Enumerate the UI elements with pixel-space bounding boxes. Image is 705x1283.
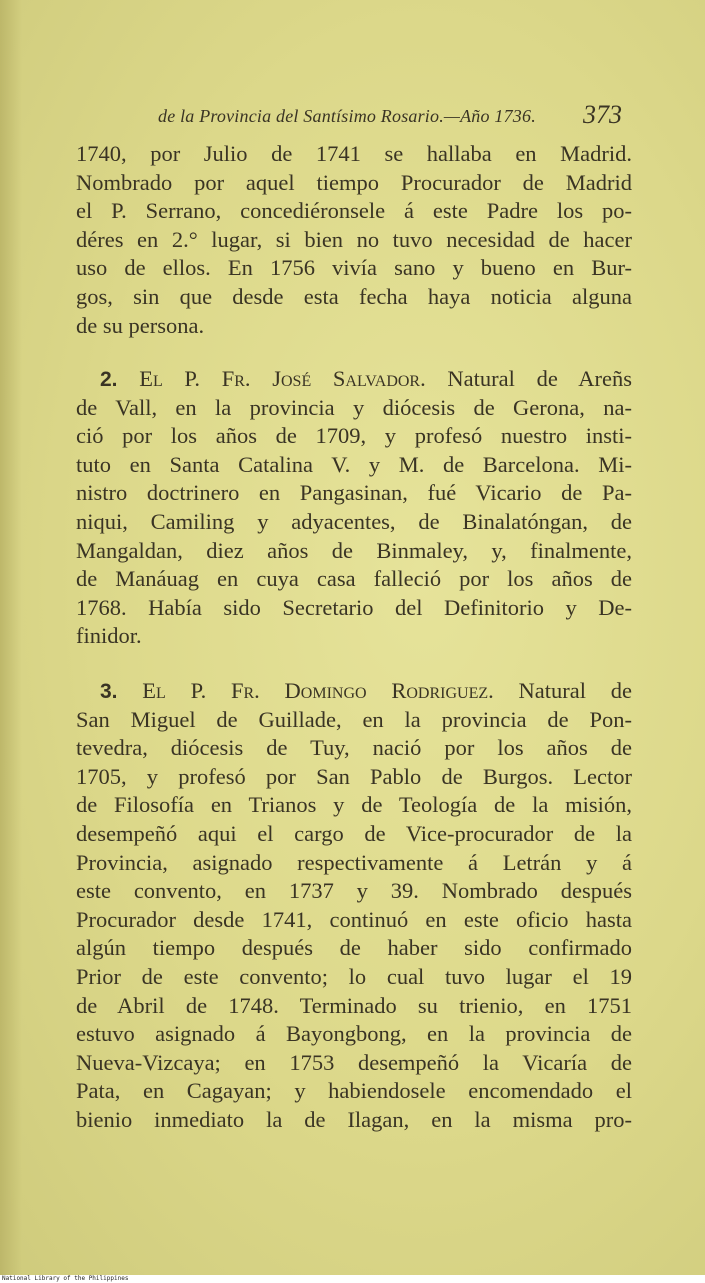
text-line: Mangaldan, diez años de Binmaley, y, finalmente, [76,537,632,563]
text-line: desempeñó aqui el cargo de Vice-procurador de la [76,820,632,846]
page-edge-shadow [0,0,22,1275]
text-line: nistro doctrinero en Pangasinan, fué Vicario de Pa- [76,480,632,506]
text-line: Nombrado por aquel tiempo Procurador de Madrid [76,169,632,195]
text-line: finidor. [76,623,142,649]
text-line: de Vall, en la provincia y diócesis de Gerona, na- [76,394,632,420]
text-line: algún tiempo después de haber sido confirmado [76,935,632,961]
entry-number: 2. [100,368,118,391]
entry-title: El P. Fr. Domingo Rodriguez. [142,678,494,703]
text-line: déres en 2.° lugar, si bien no tuvo necesidad de hacer [76,226,632,252]
text-line: tuto en Santa Catalina V. y M. de Barcelona. Mi- [76,451,632,477]
text-line: Nueva-Vizcaya; en 1753 desempeñó la Vicaría de [76,1049,632,1075]
text-line: 1740, por Julio de 1741 se hallaba en Madrid. [76,141,632,166]
entry-jose-salvador [76,365,632,651]
text-line: de Manáuag en cuya casa falleció por los años de [76,566,632,592]
entry-domingo-rodriguez [76,677,632,1135]
text-line: tevedra, diócesis de Tuy, nació por los años de [76,735,632,761]
text-line: niqui, Camiling y adyacentes, de Binalatóngan, de [76,508,632,534]
library-credit-footer: National Library of the Philippines [0,1275,705,1283]
running-title: de la Provincia del Santísimo Rosario.—Año 1736. [158,106,536,126]
text-line: estuvo asignado á Bayongbong, en la provincia de [76,1021,632,1047]
text-line: 1705, y profesó por San Pablo de Burgos. Lector [76,763,632,789]
text-line: Pata, en Cagayan; y habiendosele encomendado el [76,1078,632,1104]
text-line: gos, sin que desde esta fecha haya noticia alguna [76,283,632,309]
text-line: de Abril de 1748. Terminado su trienio, en 1751 [76,992,632,1018]
text-line: bienio inmediato la de Ilagan, en la misma pro- [76,1106,632,1132]
entry-number: 3. [100,680,118,703]
text-line: este convento, en 1737 y 39. Nombrado después [76,878,632,904]
entry-first-line: Natural de [518,678,632,703]
text-line: de Filosofía en Trianos y de Teología de la misión, [76,792,632,818]
text-line: ció por los años de 1709, y profesó nuestro insti- [76,423,632,449]
text-line: Provincia, asignado respectivamente á Letrán y á [76,849,632,875]
text-line: el P. Serrano, concediéronsele á este Padre los po- [76,198,632,224]
text-line: Prior de este convento; lo cual tuvo lugar el 19 [76,963,632,989]
text-line: uso de ellos. En 1756 vivía sano y bueno en Bur- [76,255,632,281]
entry-title: El P. Fr. José Salvador. [139,366,426,391]
running-head [158,100,628,136]
entry-first-line: Natural de Areñs [447,366,632,391]
entry-heading-line [76,365,632,394]
text-line: San Miguel de Guillade, en la provincia de Pon- [76,706,632,732]
text-line: 1768. Había sido Secretario del Definitorio y De- [76,594,632,620]
entry-heading-line [76,677,632,706]
text-line: Procurador desde 1741, continuó en este oficio hasta [76,906,632,932]
text-line: de su persona. [76,312,205,338]
page-number: 373 [583,100,622,129]
paragraph-continuation [76,140,632,340]
